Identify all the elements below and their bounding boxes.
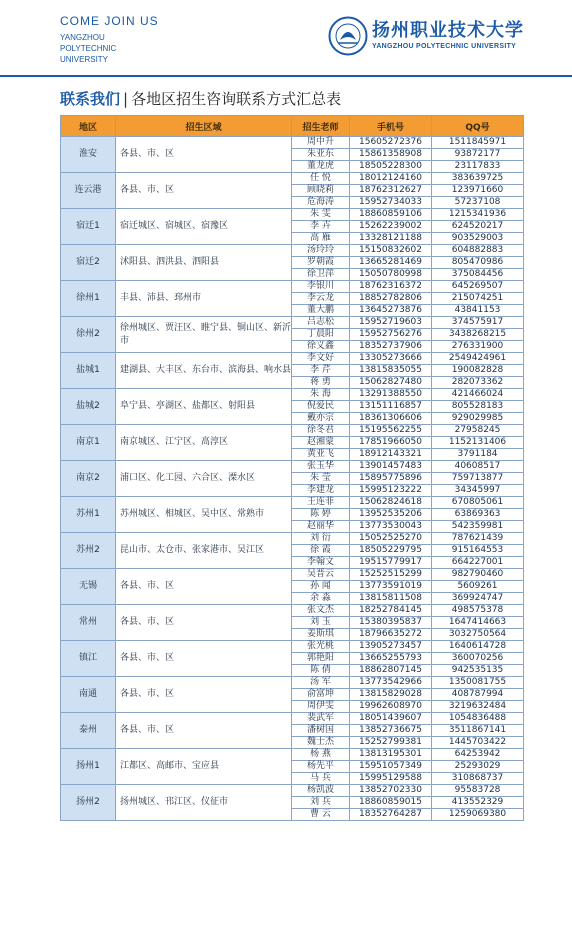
area-cell: 丰县、沛县、邳州市	[116, 281, 292, 317]
table-row	[61, 605, 524, 617]
phone-cell: 13952535206	[350, 509, 432, 521]
qq-cell: 3438268215	[432, 329, 524, 341]
qq-cell: 929029985	[432, 413, 524, 425]
qq-cell: 604882883	[432, 245, 524, 257]
teacher-cell: 张玉华	[292, 461, 350, 473]
region-cell: 扬州2	[61, 785, 116, 821]
table-row	[61, 641, 524, 653]
teacher-cell: 陈 婷	[292, 509, 350, 521]
university-en-line-1: YANGZHOU	[60, 33, 105, 42]
table-row	[61, 533, 524, 545]
teacher-cell: 任 悦	[292, 173, 350, 185]
table-row	[61, 245, 524, 257]
teacher-cell: 危海涛	[292, 197, 350, 209]
qq-cell: 95583728	[432, 785, 524, 797]
phone-cell: 13815811508	[350, 593, 432, 605]
region-cell: 淮安	[61, 137, 116, 173]
teacher-cell: 周伊雯	[292, 701, 350, 713]
phone-cell: 15952734033	[350, 197, 432, 209]
area-cell: 各县、市、区	[116, 173, 292, 209]
teacher-cell: 朱 莹	[292, 473, 350, 485]
phone-cell: 13901457483	[350, 461, 432, 473]
area-cell: 建湖县、大丰区、东台市、滨海县、响水县	[116, 353, 292, 389]
region-cell: 徐州1	[61, 281, 116, 317]
region-cell: 盐城2	[61, 389, 116, 425]
teacher-cell: 杨 燕	[292, 749, 350, 761]
teacher-cell: 徐 霞	[292, 545, 350, 557]
teacher-cell: 余 淼	[292, 593, 350, 605]
qq-cell: 408787994	[432, 689, 524, 701]
phone-cell: 15252799381	[350, 737, 432, 749]
teacher-cell: 汤 军	[292, 677, 350, 689]
region-cell: 泰州	[61, 713, 116, 749]
table-row	[61, 353, 524, 365]
phone-cell: 17851966050	[350, 437, 432, 449]
phone-cell: 13773591019	[350, 581, 432, 593]
phone-cell: 18252784145	[350, 605, 432, 617]
phone-cell: 15995129588	[350, 773, 432, 785]
table-body	[61, 137, 524, 821]
region-cell: 常州	[61, 605, 116, 641]
qq-cell: 3511867141	[432, 725, 524, 737]
qq-cell: 624520217	[432, 221, 524, 233]
qq-cell: 413552329	[432, 797, 524, 809]
qq-cell: 664227001	[432, 557, 524, 569]
phone-cell: 13905273457	[350, 641, 432, 653]
phone-cell: 13815829028	[350, 689, 432, 701]
teacher-cell: 俞富坤	[292, 689, 350, 701]
phone-cell: 15150832602	[350, 245, 432, 257]
qq-cell: 383639725	[432, 173, 524, 185]
table-row	[61, 461, 524, 473]
teacher-cell: 吴晋云	[292, 569, 350, 581]
area-cell: 各县、市、区	[116, 569, 292, 605]
phone-cell: 13815835055	[350, 365, 432, 377]
page-title	[60, 88, 341, 109]
qq-cell: 982790460	[432, 569, 524, 581]
qq-cell: 3032750564	[432, 629, 524, 641]
table-row	[61, 749, 524, 761]
teacher-cell: 马 兵	[292, 773, 350, 785]
teacher-cell: 朱 雯	[292, 209, 350, 221]
phone-cell: 18352737906	[350, 341, 432, 353]
phone-cell: 18505229795	[350, 545, 432, 557]
phone-cell: 13151116857	[350, 401, 432, 413]
qq-cell: 215074251	[432, 293, 524, 305]
region-cell: 苏州2	[61, 533, 116, 569]
teacher-cell: 陈 倩	[292, 665, 350, 677]
teacher-cell: 姜斯琪	[292, 629, 350, 641]
teacher-cell: 李银川	[292, 281, 350, 293]
area-cell: 各县、市、区	[116, 641, 292, 677]
region-cell: 南通	[61, 677, 116, 713]
qq-cell: 310868737	[432, 773, 524, 785]
contact-table	[60, 115, 524, 821]
region-cell: 南京1	[61, 425, 116, 461]
qq-cell: 360070256	[432, 653, 524, 665]
qq-cell: 498575378	[432, 605, 524, 617]
table-row	[61, 785, 524, 797]
qq-cell: 915164553	[432, 545, 524, 557]
phone-cell: 13665281469	[350, 257, 432, 269]
area-cell: 南京城区、江宁区、高淳区	[116, 425, 292, 461]
qq-cell: 942535135	[432, 665, 524, 677]
phone-cell: 13852702330	[350, 785, 432, 797]
teacher-cell: 李 芹	[292, 365, 350, 377]
area-cell: 宿迁城区、宿城区、宿豫区	[116, 209, 292, 245]
phone-cell: 15050780998	[350, 269, 432, 281]
teacher-cell: 李建龙	[292, 485, 350, 497]
tagline: COME JOIN US	[60, 14, 159, 28]
teacher-cell: 李云龙	[292, 293, 350, 305]
teacher-cell: 徐卫萍	[292, 269, 350, 281]
area-cell: 各县、市、区	[116, 713, 292, 749]
area-cell: 浦口区、化工园、六合区、溧水区	[116, 461, 292, 497]
teacher-cell: 潘树国	[292, 725, 350, 737]
teacher-cell: 李翰文	[292, 557, 350, 569]
teacher-cell: 郭艳阳	[292, 653, 350, 665]
phone-cell: 18361306606	[350, 413, 432, 425]
phone-cell: 19515779917	[350, 557, 432, 569]
region-cell: 连云港	[61, 173, 116, 209]
area-cell: 各县、市、区	[116, 605, 292, 641]
qq-cell: 1511845971	[432, 137, 524, 149]
area-cell: 徐州城区、贾汪区、睢宁县、铜山区、新沂市	[116, 317, 292, 353]
phone-cell: 13291388550	[350, 389, 432, 401]
title-separator: |	[123, 90, 129, 108]
university-en-name	[60, 32, 116, 65]
teacher-cell: 董大鹏	[292, 305, 350, 317]
teacher-cell: 徐冬君	[292, 425, 350, 437]
qq-cell: 43841153	[432, 305, 524, 317]
teacher-cell: 王连菲	[292, 497, 350, 509]
phone-cell: 13773530043	[350, 521, 432, 533]
phone-cell: 18860859106	[350, 209, 432, 221]
table-row	[61, 173, 524, 185]
phone-cell: 15895775896	[350, 473, 432, 485]
qq-cell: 1640614728	[432, 641, 524, 653]
col-header-qq: QQ号	[432, 116, 524, 137]
qq-cell: 63869363	[432, 509, 524, 521]
area-cell: 各县、市、区	[116, 677, 292, 713]
qq-cell: 374575917	[432, 317, 524, 329]
phone-cell: 13665255793	[350, 653, 432, 665]
qq-cell: 759713877	[432, 473, 524, 485]
qq-cell: 57237108	[432, 197, 524, 209]
area-cell: 昆山市、太仓市、张家港市、吴江区	[116, 533, 292, 569]
phone-cell: 19962608970	[350, 701, 432, 713]
phone-cell: 13852736675	[350, 725, 432, 737]
phone-cell: 15062827480	[350, 377, 432, 389]
teacher-cell: 张光桃	[292, 641, 350, 653]
qq-cell: 276331900	[432, 341, 524, 353]
table-row	[61, 137, 524, 149]
region-cell: 南京2	[61, 461, 116, 497]
teacher-cell: 朱亚东	[292, 149, 350, 161]
phone-cell: 18912143321	[350, 449, 432, 461]
qq-cell: 3791184	[432, 449, 524, 461]
qq-cell: 1350081755	[432, 677, 524, 689]
teacher-cell: 杨凯波	[292, 785, 350, 797]
teacher-cell: 顾晓莉	[292, 185, 350, 197]
region-cell: 宿迁1	[61, 209, 116, 245]
qq-cell: 282073362	[432, 377, 524, 389]
qq-cell: 93872177	[432, 149, 524, 161]
phone-cell: 15262239002	[350, 221, 432, 233]
area-cell: 扬州城区、邗江区、仪征市	[116, 785, 292, 821]
qq-cell: 645269507	[432, 281, 524, 293]
phone-cell: 15952719603	[350, 317, 432, 329]
phone-cell: 15195562255	[350, 425, 432, 437]
qq-cell: 1215341936	[432, 209, 524, 221]
phone-cell: 15861358908	[350, 149, 432, 161]
region-cell: 盐城1	[61, 353, 116, 389]
teacher-cell: 曹 云	[292, 809, 350, 821]
teacher-cell: 裴武军	[292, 713, 350, 725]
phone-cell: 13328121188	[350, 233, 432, 245]
qq-cell: 3219632484	[432, 701, 524, 713]
teacher-cell: 吕志松	[292, 317, 350, 329]
col-header-region: 地区	[61, 116, 116, 137]
title-main: 联系我们	[60, 90, 121, 108]
phone-cell: 13645273876	[350, 305, 432, 317]
qq-cell: 34345997	[432, 485, 524, 497]
phone-cell: 18051439607	[350, 713, 432, 725]
teacher-cell: 朱 海	[292, 389, 350, 401]
teacher-cell: 李文好	[292, 353, 350, 365]
qq-cell: 787621439	[432, 533, 524, 545]
phone-cell: 18505228300	[350, 161, 432, 173]
qq-cell: 23117833	[432, 161, 524, 173]
table-row	[61, 281, 524, 293]
phone-cell: 18762312627	[350, 185, 432, 197]
qq-cell: 805528183	[432, 401, 524, 413]
university-en-line-3: UNIVERSITY	[60, 55, 109, 64]
area-cell: 沭阳县、泗洪县、泗阳县	[116, 245, 292, 281]
teacher-cell: 倪爱民	[292, 401, 350, 413]
teacher-cell: 汤玲玲	[292, 245, 350, 257]
area-cell: 各县、市、区	[116, 137, 292, 173]
col-header-area: 招生区域	[116, 116, 292, 137]
qq-cell: 40608517	[432, 461, 524, 473]
region-cell: 镇江	[61, 641, 116, 677]
teacher-cell: 赵丽华	[292, 521, 350, 533]
qq-cell: 64253942	[432, 749, 524, 761]
university-seal-logo	[328, 16, 368, 56]
phone-cell: 15995123222	[350, 485, 432, 497]
qq-cell: 1152131406	[432, 437, 524, 449]
teacher-cell: 杨先平	[292, 761, 350, 773]
teacher-cell: 蒋 勇	[292, 377, 350, 389]
table-row	[61, 389, 524, 401]
qq-cell: 903529003	[432, 233, 524, 245]
qq-cell: 369924747	[432, 593, 524, 605]
region-cell: 扬州1	[61, 749, 116, 785]
university-en-line-2: POLYTECHNIC	[60, 44, 117, 53]
qq-cell: 805470986	[432, 257, 524, 269]
teacher-cell: 周中升	[292, 137, 350, 149]
teacher-cell: 董龙虎	[292, 161, 350, 173]
qq-cell: 542359981	[432, 521, 524, 533]
phone-cell: 18852782806	[350, 293, 432, 305]
page-header	[0, 0, 572, 78]
teacher-cell: 刘 衍	[292, 533, 350, 545]
phone-cell: 15062824618	[350, 497, 432, 509]
table-row	[61, 317, 524, 329]
phone-cell: 18012124160	[350, 173, 432, 185]
region-cell: 徐州2	[61, 317, 116, 353]
col-header-teacher: 招生老师	[292, 116, 350, 137]
phone-cell: 18860859015	[350, 797, 432, 809]
table-row	[61, 497, 524, 509]
table-row	[61, 425, 524, 437]
university-cn-name: 扬州职业技术大学	[372, 20, 524, 41]
col-header-phone: 手机号	[350, 116, 432, 137]
header-divider	[0, 75, 572, 77]
qq-cell: 1647414663	[432, 617, 524, 629]
title-sub: 各地区招生咨询联系方式汇总表	[131, 90, 342, 108]
table-header-row	[61, 116, 524, 137]
table-row	[61, 209, 524, 221]
teacher-cell: 刘 兵	[292, 797, 350, 809]
teacher-cell: 刘 玉	[292, 617, 350, 629]
teacher-cell: 孙 闻	[292, 581, 350, 593]
teacher-cell: 赵湘蒙	[292, 437, 350, 449]
teacher-cell: 徐义鑫	[292, 341, 350, 353]
phone-cell: 15951057349	[350, 761, 432, 773]
region-cell: 苏州1	[61, 497, 116, 533]
qq-cell: 2549424961	[432, 353, 524, 365]
qq-cell: 123971660	[432, 185, 524, 197]
phone-cell: 15605272376	[350, 137, 432, 149]
qq-cell: 5609261	[432, 581, 524, 593]
university-en-full: YANGZHOU POLYTECHNIC UNIVERSITY	[372, 43, 517, 50]
teacher-cell: 高 雁	[292, 233, 350, 245]
region-cell: 无锡	[61, 569, 116, 605]
area-cell: 江都区、高邮市、宝应县	[116, 749, 292, 785]
phone-cell: 15252515299	[350, 569, 432, 581]
qq-cell: 1445703422	[432, 737, 524, 749]
qq-cell: 25293029	[432, 761, 524, 773]
teacher-cell: 黄亚飞	[292, 449, 350, 461]
table-row	[61, 677, 524, 689]
qq-cell: 1054836488	[432, 713, 524, 725]
phone-cell: 18796635272	[350, 629, 432, 641]
area-cell: 苏州城区、相城区、吴中区、常熟市	[116, 497, 292, 533]
teacher-cell: 张文杰	[292, 605, 350, 617]
table-row	[61, 569, 524, 581]
qq-cell: 670805061	[432, 497, 524, 509]
phone-cell: 18862807145	[350, 665, 432, 677]
phone-cell: 13773542966	[350, 677, 432, 689]
teacher-cell: 魏士杰	[292, 737, 350, 749]
teacher-cell: 戴亦宗	[292, 413, 350, 425]
teacher-cell: 李 卉	[292, 221, 350, 233]
phone-cell: 15380395837	[350, 617, 432, 629]
phone-cell: 15052525270	[350, 533, 432, 545]
phone-cell: 13813195301	[350, 749, 432, 761]
qq-cell: 421466024	[432, 389, 524, 401]
region-cell: 宿迁2	[61, 245, 116, 281]
qq-cell: 27958245	[432, 425, 524, 437]
phone-cell: 13305273666	[350, 353, 432, 365]
table-row	[61, 713, 524, 725]
phone-cell: 18352764287	[350, 809, 432, 821]
phone-cell: 15952756276	[350, 329, 432, 341]
teacher-cell: 丁晨阳	[292, 329, 350, 341]
qq-cell: 1259069380	[432, 809, 524, 821]
qq-cell: 190082828	[432, 365, 524, 377]
qq-cell: 375084456	[432, 269, 524, 281]
phone-cell: 18762316372	[350, 281, 432, 293]
area-cell: 阜宁县、亭湖区、盐都区、射阳县	[116, 389, 292, 425]
teacher-cell: 罗朝霞	[292, 257, 350, 269]
